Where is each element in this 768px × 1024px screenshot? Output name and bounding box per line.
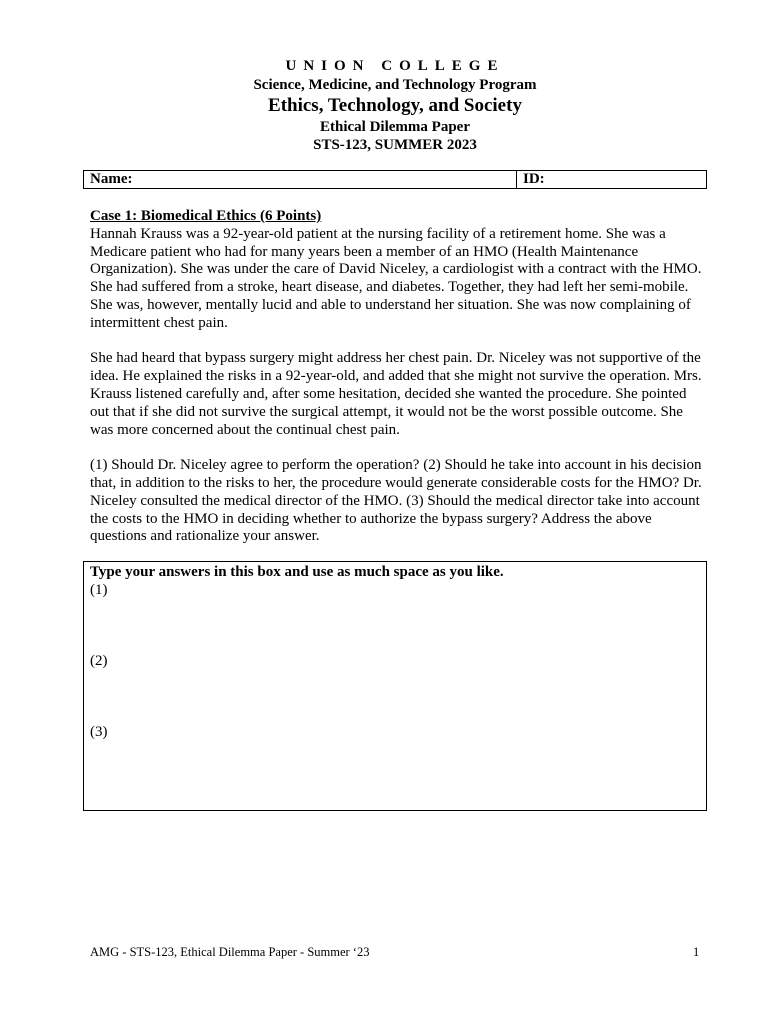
case-paragraph: She had heard that bypass surgery might address her chest pain. Dr. Niceley was not supportive of the idea. He explained the risks in a 92-year-old, and added that she might not survive the operation. Mrs. Krauss listened carefully and, after some hesitation, decided she wanted the procedure. She pointed out that if she did not survive the surgical attempt, it would not be the worst possible outcome. She was more concerned about the continual chest pain. — [90, 350, 702, 438]
course-term: STS-123, SUMMER 2023 — [313, 137, 477, 153]
case-questions: (1) Should Dr. Niceley agree to perform the operation? (2) Should he take into account in his decision that, in addition to the risks to her, the procedure would generate considerable costs for the HMO? Dr. Niceley consulted the medical director of the HMO. (3) Should the medical director take into account the costs to the HMO in deciding whether to authorize the bypass surgery? Address the above questions and rationalize your answer. — [90, 457, 702, 545]
page-number: 1 — [693, 945, 700, 959]
case-paragraph: Hannah Krauss was a 92-year-old patient at the nursing facility of a retirement home. She was a Medicare patient who had for many years been a member of an HMO (Health Maintenance Organization). She was under the care of David Niceley, a cardiologist with a contract with the HMO. She had suffered from a stroke, heart disease, and diabetes. Together, they had left her semi-mobile. She was, however, mentally lucid and able to understand her situation. She was now complaining of intermittent chest pain. — [90, 225, 702, 331]
college-name: UNION COLLEGE — [285, 58, 505, 74]
answer-instruction: Type your answers in this box and use as much space as you like. — [90, 564, 504, 580]
name-field[interactable] — [84, 171, 517, 188]
id-field[interactable] — [517, 171, 706, 188]
case-heading: Case 1: Biomedical Ethics (6 Points) — [90, 208, 322, 224]
course-title: Ethics, Technology, and Society — [268, 95, 522, 116]
answer-item-1[interactable]: (1) — [90, 582, 108, 598]
paper-type: Ethical Dilemma Paper — [320, 119, 470, 135]
document-header — [0, 56, 768, 154]
id-label: ID: — [523, 171, 545, 187]
footer-text: AMG - STS-123, Ethical Dilemma Paper - Summer ‘23 — [90, 945, 370, 959]
case-section — [90, 208, 702, 564]
name-label: Name: — [90, 171, 133, 187]
answer-item-3[interactable]: (3) — [90, 724, 108, 740]
student-info-table — [83, 170, 707, 189]
program-name: Science, Medicine, and Technology Program — [253, 77, 537, 93]
answer-box[interactable] — [83, 561, 707, 811]
answer-item-2[interactable]: (2) — [90, 653, 108, 669]
